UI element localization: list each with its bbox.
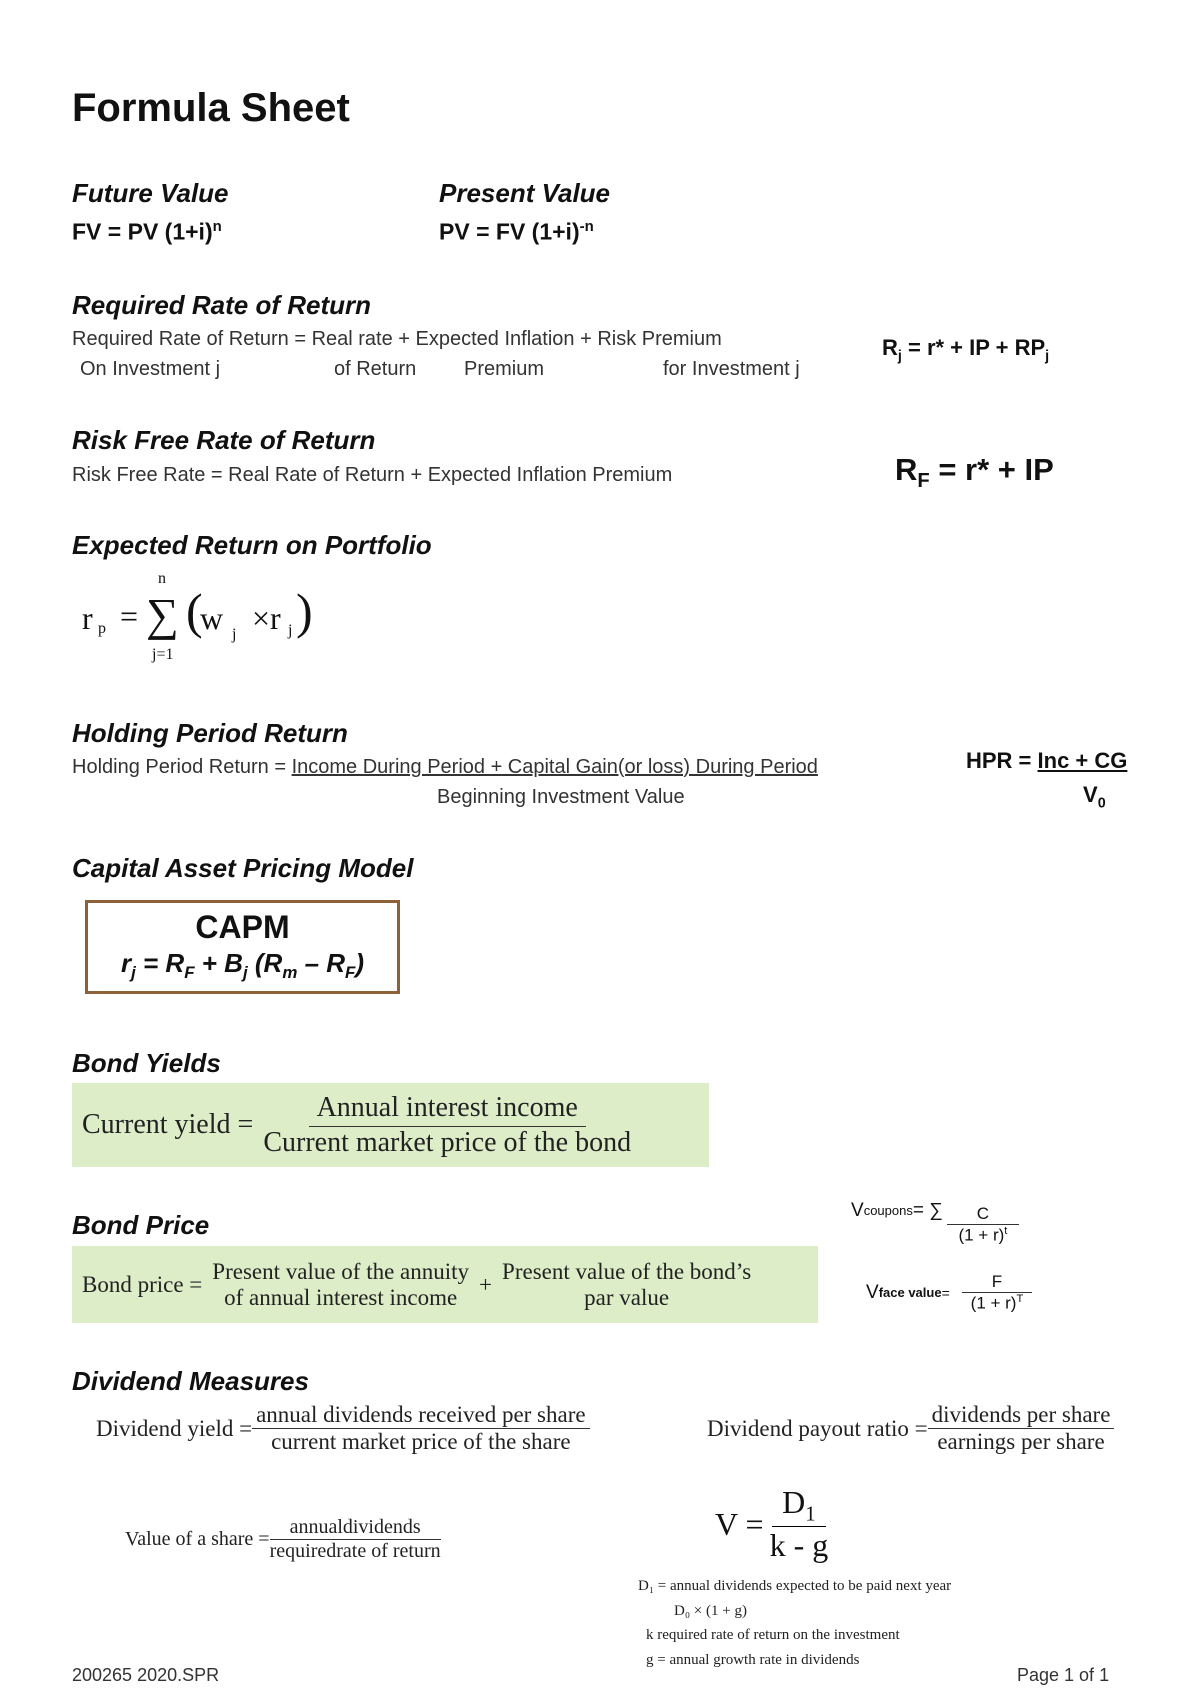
note-line: D₁ = annual dividends expected to be paid next year [638, 1578, 952, 1594]
formula-part: R [895, 452, 918, 487]
fraction-denominator: Current market price of the bond [263, 1126, 632, 1158]
fraction-denominator: k - g [769, 1527, 829, 1564]
page-title: Formula Sheet [72, 86, 350, 130]
v-face-formula [866, 1272, 1032, 1314]
risk-free-heading: Risk Free Rate of Return [72, 425, 376, 455]
formula-sub: p [98, 620, 106, 637]
risk-free-line: Risk Free Rate = Real Rate of Return + Expected Inflation Premium [72, 464, 673, 486]
formula-lhs: Bond price = [82, 1271, 203, 1297]
formula-sub: j [288, 622, 293, 639]
capm-box [85, 900, 400, 994]
present-value-heading: Present Value [439, 178, 611, 208]
fv-exponent: n [212, 218, 222, 235]
fraction-denominator: requiredrate of return [269, 1540, 441, 1562]
footer-doc-id: 200265 2020.SPR [72, 1665, 220, 1685]
note-line: k required rate of return on the investment [646, 1627, 900, 1643]
formula-sub: 0 [1097, 795, 1106, 812]
formula-part: – R [297, 948, 346, 978]
formula-sub: j [131, 963, 136, 983]
bond-price-heading: Bond Price [72, 1210, 210, 1240]
formula-part: Holding Period Return = [72, 756, 292, 778]
formula-part: = [941, 1284, 950, 1301]
formula-lhs: Dividend payout ratio = [707, 1415, 928, 1441]
bond-price-box [72, 1246, 818, 1323]
holding-period-heading: Holding Period Return [72, 718, 348, 748]
term-top: Present value of the annuity [212, 1258, 470, 1284]
formula-part: HPR = [966, 748, 1038, 773]
formula-part: = ∑ [912, 1199, 943, 1221]
share-value-fraction [270, 1516, 441, 1563]
formula-sub: F [917, 470, 930, 493]
formula-part: (1 + r) [958, 1225, 1005, 1245]
capm-formula [88, 948, 397, 983]
term-bottom: par value [584, 1284, 670, 1310]
formula-part: V [1083, 782, 1098, 807]
fraction-numerator [772, 1484, 826, 1527]
gordon-notes [638, 1574, 951, 1672]
formula-sub: j [1045, 348, 1050, 365]
fraction-numerator: dividends per share [928, 1402, 1115, 1429]
formula-sub: F [345, 963, 356, 983]
pv-exponent: -n [579, 218, 594, 235]
required-rate-label: On Investment j [80, 358, 221, 380]
formula-lhs: V = [715, 1505, 764, 1542]
fraction-numerator: F [962, 1272, 1032, 1293]
formula-part: r [120, 948, 132, 978]
required-rate-line1: Required Rate of Return = Real rate + Expected Inflation + Risk Premium [72, 328, 722, 350]
formula-part: ×r [252, 600, 281, 636]
capm-heading: Capital Asset Pricing Model [72, 853, 414, 883]
formula-sup: t [1004, 1225, 1008, 1237]
pv-base: PV = FV (1+i) [439, 218, 580, 245]
fraction-denominator [971, 1293, 1024, 1314]
gordon-fraction [770, 1484, 829, 1564]
formula-part: = r* + IP + RP [901, 335, 1046, 360]
required-rate-label: for Investment j [663, 358, 800, 380]
capm-title: CAPM [195, 909, 290, 945]
formula-sub: j [242, 963, 248, 983]
current-yield-box [72, 1083, 709, 1167]
fv-base: FV = PV (1+i) [72, 218, 213, 245]
fraction-numerator: C [947, 1204, 1019, 1225]
dividend-yield-fraction [252, 1402, 590, 1455]
current-yield-fraction [263, 1092, 631, 1159]
note-line: D₀ × (1 + g) [674, 1602, 747, 1619]
dividend-measures-heading: Dividend Measures [72, 1366, 309, 1396]
required-rate-label: of Return [334, 358, 417, 380]
formula-sub: 1 [805, 1502, 816, 1526]
formula-sub: j [897, 348, 902, 365]
formula-sub: face value [878, 1285, 942, 1301]
formula-lhs: Current yield = [82, 1109, 254, 1140]
dividend-yield-formula [96, 1402, 590, 1455]
plus-sign: + [479, 1271, 493, 1297]
note-line: g = annual growth rate in dividends [646, 1651, 860, 1668]
formula-sup: T [1016, 1293, 1024, 1305]
fraction-numerator: Annual interest income [309, 1092, 586, 1127]
formula-part: r [82, 600, 93, 636]
dividend-payout-formula [707, 1402, 1114, 1455]
share-value-formula [125, 1516, 441, 1563]
holding-period-formula [72, 756, 818, 779]
future-value-formula [72, 218, 222, 246]
paren-close: ) [296, 583, 313, 639]
fraction-denominator: earnings per share [937, 1429, 1105, 1454]
present-value-formula [439, 218, 594, 246]
formula-lhs: Value of a share = [125, 1528, 270, 1550]
bond-price-term1 [212, 1259, 469, 1311]
formula-part: Inc + CG [1037, 748, 1128, 773]
fraction-numerator: annual dividends received per share [252, 1402, 590, 1429]
bond-price-term2 [502, 1259, 751, 1311]
formula-part: V [851, 1199, 864, 1221]
future-value-heading: Future Value [72, 178, 229, 208]
hpr-short-den [1083, 782, 1106, 811]
v-coupons-formula [851, 1176, 1019, 1246]
v-coupons-fraction [947, 1204, 1019, 1246]
gordon-formula [715, 1484, 828, 1564]
portfolio-heading: Expected Return on Portfolio [72, 530, 432, 560]
paren-open: ( [186, 583, 203, 639]
formula-sub: n [158, 570, 166, 587]
fraction-numerator: annualdividends [270, 1516, 441, 1540]
formula-sub: j [232, 626, 237, 643]
formula-sub: F [184, 963, 195, 983]
page-number: Page 1 of 1 [1017, 1665, 1110, 1685]
formula-part: (1 + r) [970, 1293, 1017, 1313]
required-rate-heading: Required Rate of Return [72, 290, 372, 320]
required-rate-label: Premium [464, 358, 545, 380]
portfolio-formula [82, 570, 322, 670]
formula-part: = R [135, 948, 185, 978]
formula-part: V [866, 1281, 879, 1303]
v-face-fraction [962, 1272, 1032, 1314]
hpr-short-formula [966, 748, 1127, 774]
formula-sub: j=1 [152, 646, 174, 663]
formula-part: R [882, 335, 898, 360]
formula-sub: coupons [863, 1203, 913, 1219]
hpr-numerator: Income During Period + Capital Gain(or loss) During Period [291, 756, 818, 778]
sigma-symbol: ∑ [146, 589, 179, 640]
formula-part: (R [247, 948, 283, 978]
term-top: Present value of the bond’s [502, 1258, 752, 1284]
dividend-payout-fraction [928, 1402, 1115, 1455]
bond-yields-heading: Bond Yields [72, 1048, 221, 1078]
formula-part: + B [194, 948, 243, 978]
term-bottom: of annual interest income [224, 1284, 458, 1310]
fraction-denominator: current market price of the share [271, 1429, 571, 1454]
formula-part: ) [355, 948, 365, 978]
required-rate-formula [882, 335, 1049, 364]
formula-part: D [782, 1484, 806, 1520]
formula-lhs: Dividend yield = [96, 1415, 253, 1441]
formula-part: w [200, 600, 224, 636]
formula-sub: m [282, 963, 298, 983]
fraction-denominator [958, 1225, 1007, 1246]
formula-part: = r* + IP [929, 452, 1054, 487]
formula-part: = [120, 598, 139, 634]
hpr-denominator: Beginning Investment Value [437, 786, 685, 808]
risk-free-formula [895, 452, 1054, 493]
